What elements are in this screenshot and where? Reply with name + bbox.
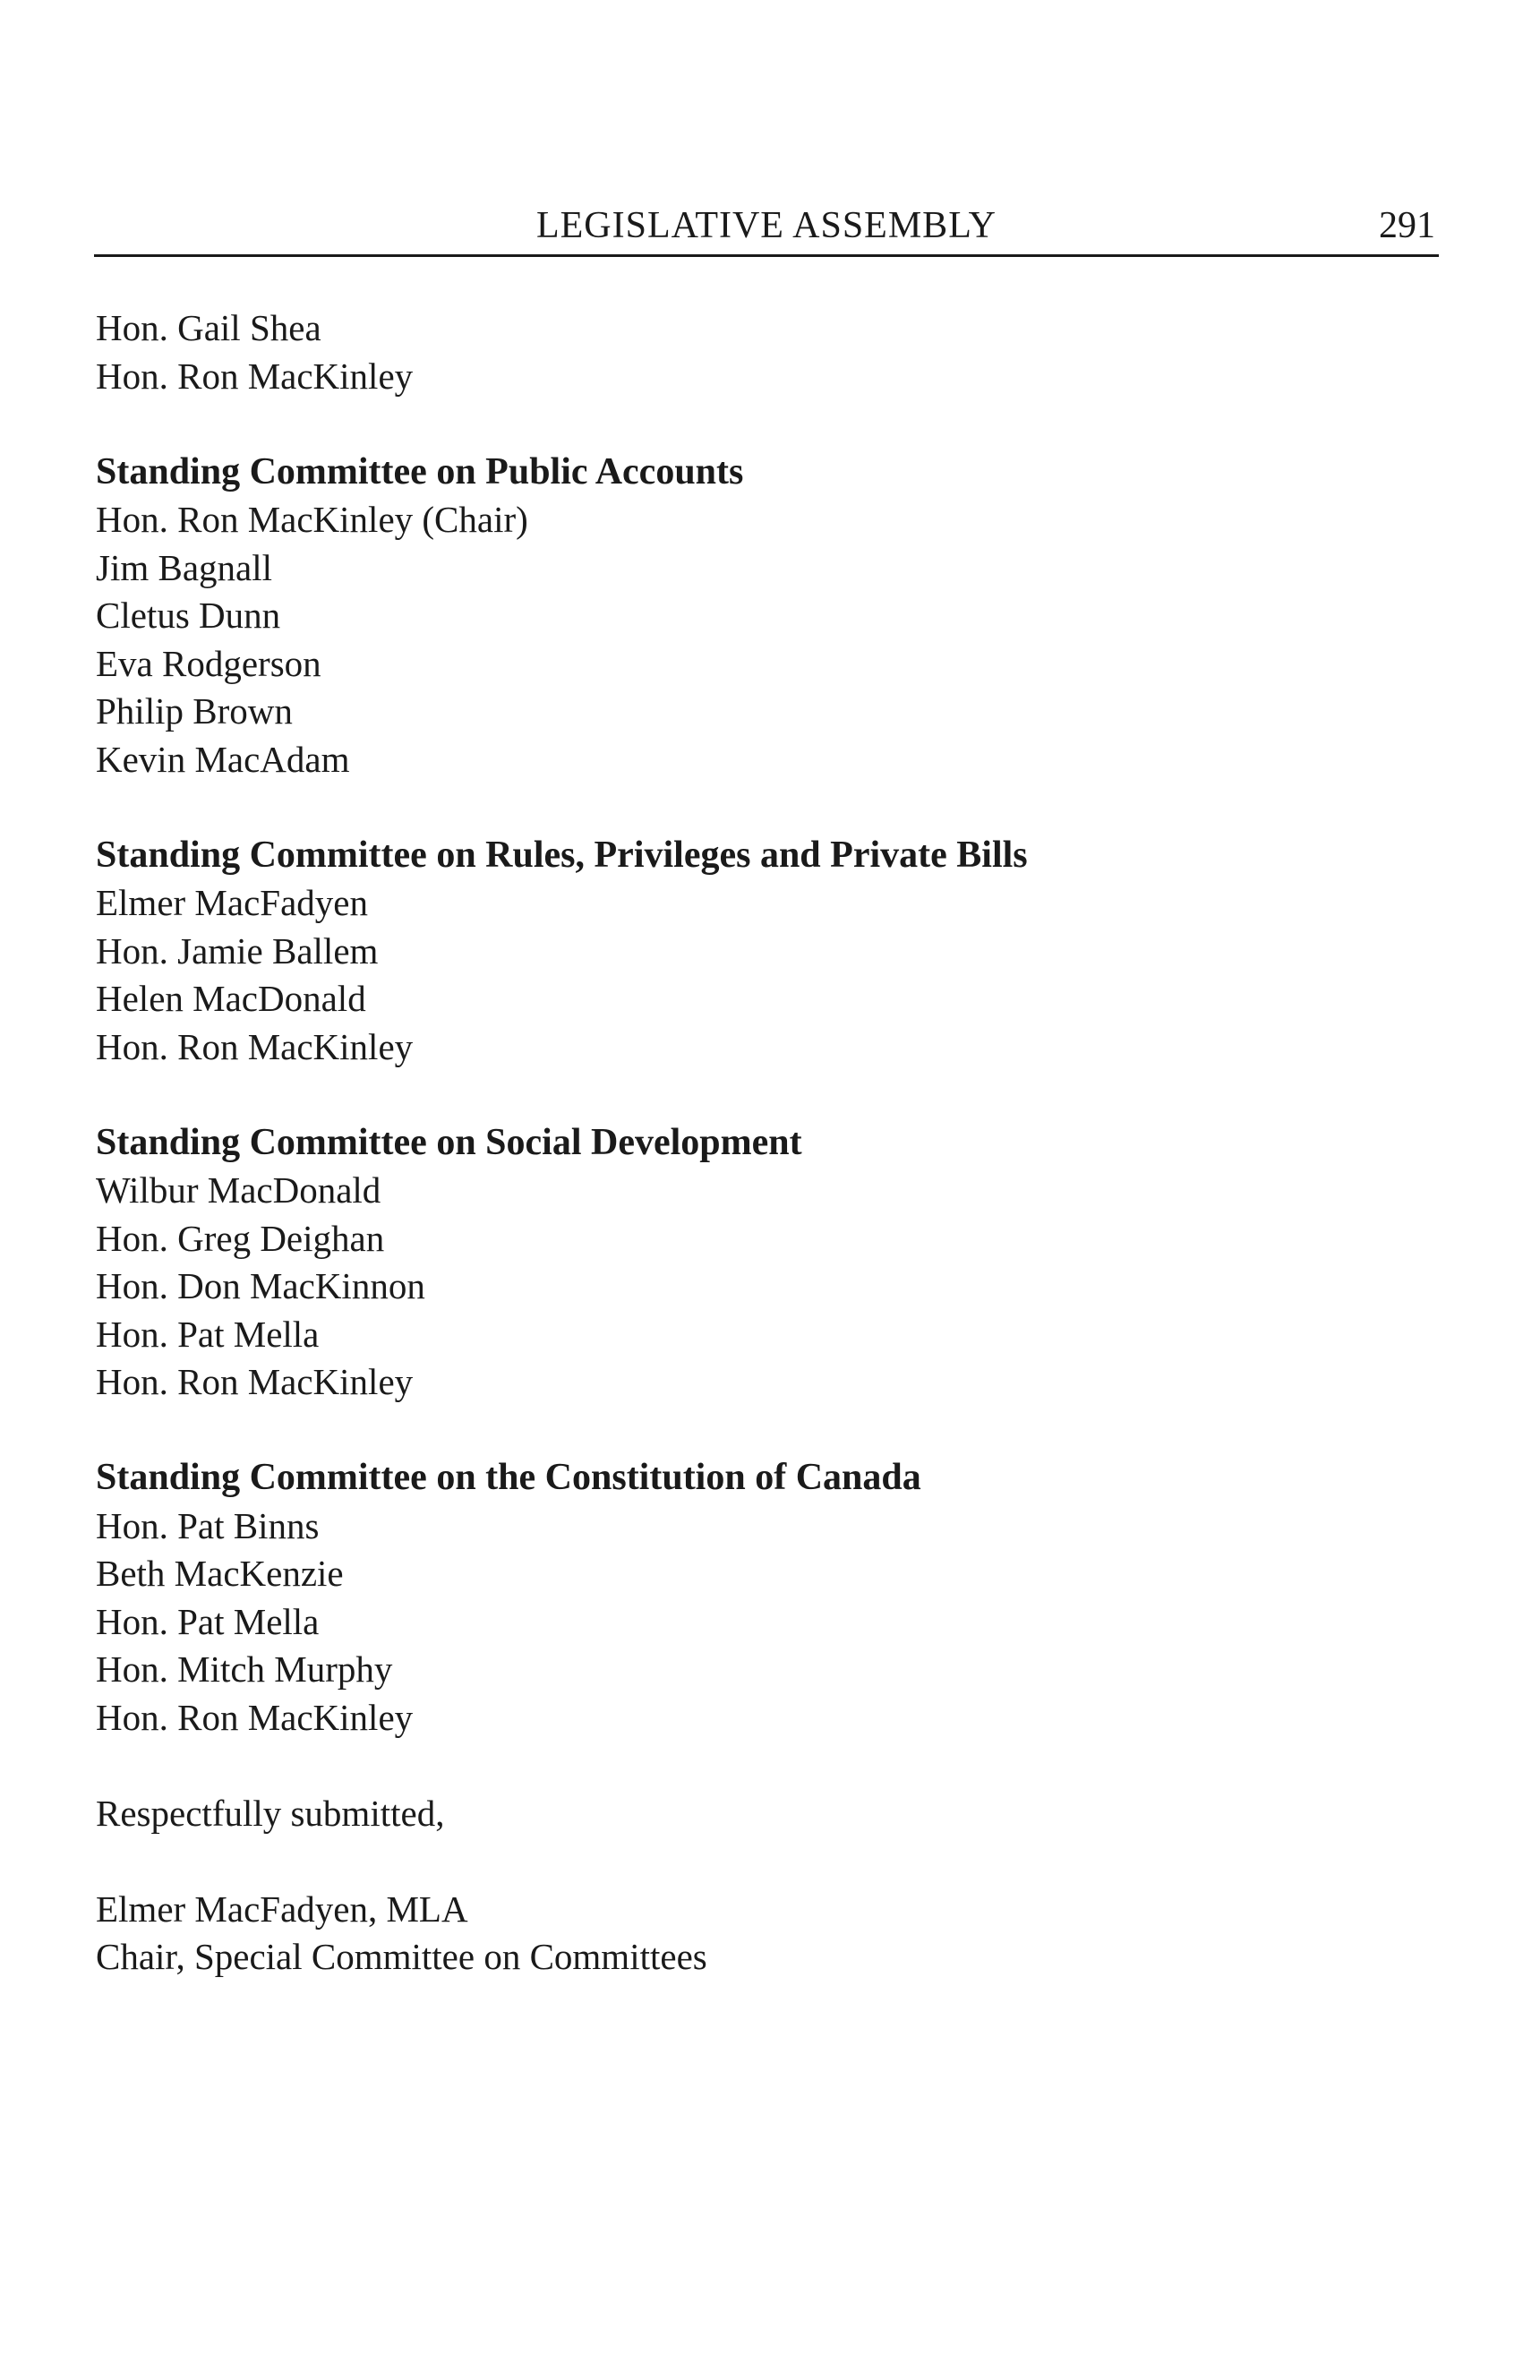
document-body bbox=[96, 304, 1394, 1982]
member-name: Hon. Greg Deighan bbox=[96, 1217, 385, 1259]
member-name: Hon. Ron MacKinley bbox=[96, 1696, 414, 1738]
running-header bbox=[94, 199, 1439, 253]
member-name: Beth MacKenzie bbox=[96, 1553, 344, 1594]
member-name: Jim Bagnall bbox=[96, 546, 273, 588]
spacer bbox=[96, 1407, 1394, 1455]
spacer bbox=[96, 400, 1394, 449]
member-name: Cletus Dunn bbox=[96, 595, 281, 636]
header-rule bbox=[94, 254, 1439, 257]
committee-heading: Standing Committee on Rules, Privileges and Private Bills bbox=[96, 834, 1028, 876]
member-name: Hon. Ron MacKinley bbox=[96, 355, 414, 397]
member-name: Helen MacDonald bbox=[96, 978, 366, 1019]
spacer bbox=[96, 783, 1394, 832]
member-name: Hon. Ron MacKinley (Chair) bbox=[96, 499, 528, 540]
member-name: Kevin MacAdam bbox=[96, 738, 350, 780]
member-name: Elmer MacFadyen bbox=[96, 882, 368, 923]
committee-heading: Standing Committee on Public Accounts bbox=[96, 450, 744, 492]
committee-rules-privileges bbox=[96, 832, 1394, 1072]
spacer bbox=[96, 1071, 1394, 1119]
member-name: Hon. Mitch Murphy bbox=[96, 1648, 393, 1690]
signature-block bbox=[96, 1886, 1394, 1982]
committee-heading: Standing Committee on Social Development bbox=[96, 1121, 802, 1163]
spacer bbox=[96, 1837, 1394, 1886]
lead-member-list bbox=[96, 304, 1394, 400]
running-title: LEGISLATIVE ASSEMBLY bbox=[536, 205, 997, 246]
member-name: Wilbur MacDonald bbox=[96, 1169, 381, 1211]
spacer bbox=[96, 1742, 1394, 1790]
committee-constitution bbox=[96, 1454, 1394, 1742]
committee-social-development bbox=[96, 1119, 1394, 1407]
page-number: 291 bbox=[1379, 205, 1435, 246]
member-name: Philip Brown bbox=[96, 690, 293, 732]
member-name: Hon. Pat Mella bbox=[96, 1313, 320, 1355]
member-name: Hon. Jamie Ballem bbox=[96, 929, 379, 972]
member-name: Eva Rodgerson bbox=[96, 642, 321, 684]
committee-heading: Standing Committee on the Constitution of Canada bbox=[96, 1457, 921, 1498]
signatory-name: Elmer MacFadyen, MLA bbox=[96, 1888, 468, 1930]
member-name: Hon. Ron MacKinley bbox=[96, 1361, 414, 1402]
member-name: Hon. Ron MacKinley bbox=[96, 1025, 414, 1067]
member-name: Hon. Gail Shea bbox=[96, 307, 321, 348]
member-name: Hon. Pat Mella bbox=[96, 1600, 320, 1642]
signatory-title: Chair, Special Committee on Committees bbox=[96, 1936, 707, 1977]
member-name: Hon. Pat Binns bbox=[96, 1504, 320, 1546]
member-name: Hon. Don MacKinnon bbox=[96, 1265, 425, 1306]
closing-line: Respectfully submitted, bbox=[96, 1792, 445, 1834]
committee-public-accounts bbox=[96, 449, 1394, 784]
